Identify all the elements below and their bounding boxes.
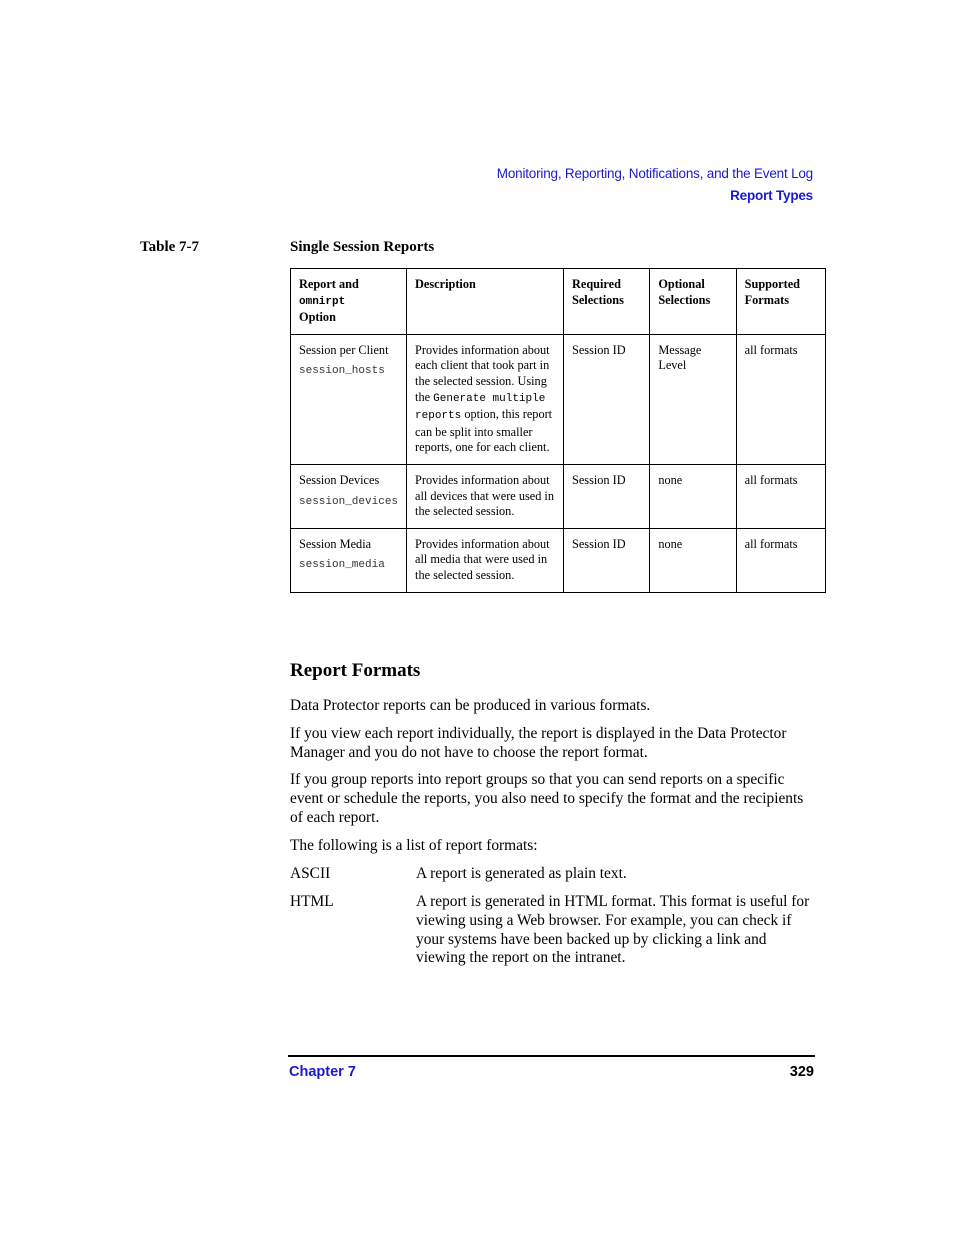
single-session-reports-table bbox=[290, 268, 826, 593]
header-report-option bbox=[291, 269, 407, 335]
format-definition: A report is generated in HTML format. This format is useful for viewing using a Web browser. For example, you can check if your systems have been backed up by clicking a link and viewing the report on the intranet. bbox=[416, 893, 810, 967]
running-header-section: Report Types bbox=[730, 188, 813, 203]
footer-chapter: Chapter 7 bbox=[289, 1064, 356, 1080]
omnirpt-option: session_hosts bbox=[299, 365, 385, 378]
header-option-line2: omnirpt bbox=[299, 295, 346, 308]
description-code: Generate multiple reports bbox=[415, 392, 546, 423]
cell-required: Session ID bbox=[563, 528, 649, 592]
cell-optional: none bbox=[650, 464, 736, 528]
cell-optional: none bbox=[650, 528, 736, 592]
header-required-line2: Selections bbox=[571, 292, 624, 307]
format-term: ASCII bbox=[290, 865, 331, 882]
cell-description: Provides information about all devices that were used in the selected session. bbox=[407, 464, 564, 528]
header-required-selections bbox=[563, 269, 649, 335]
table-title: Single Session Reports bbox=[290, 239, 435, 255]
omnirpt-option: session_devices bbox=[299, 495, 399, 508]
header-optional-selections bbox=[650, 269, 736, 335]
table-row bbox=[291, 528, 826, 592]
cell-description bbox=[407, 334, 564, 464]
table-row bbox=[291, 464, 826, 528]
header-supported-line2: Formats bbox=[744, 292, 790, 307]
header-supported-line1: Supported bbox=[744, 277, 800, 291]
section-heading: Report Formats bbox=[290, 660, 421, 681]
omnirpt-option: session_media bbox=[299, 559, 385, 572]
paragraph: If you view each report individually, the report is displayed in the Data Protector Manager and you do not have to choose the report format. bbox=[290, 725, 787, 761]
format-definition: A report is generated as plain text. bbox=[416, 865, 627, 882]
cell-report bbox=[291, 464, 407, 528]
header-description: Description bbox=[407, 269, 564, 335]
cell-report bbox=[291, 528, 407, 592]
footer-page-number: 329 bbox=[789, 1064, 814, 1080]
footer-rule bbox=[288, 1055, 815, 1057]
paragraph: Data Protector reports can be produced in various formats. bbox=[290, 697, 651, 714]
header-required-line1: Required bbox=[571, 277, 621, 291]
cell-formats: all formats bbox=[736, 464, 825, 528]
description-text: Provides information about each client that took part in the selected session. Using the bbox=[415, 342, 550, 404]
cell-formats: all formats bbox=[736, 334, 825, 464]
header-option-line1: Report and bbox=[299, 277, 359, 291]
cell-optional: Message Level bbox=[650, 334, 736, 464]
cell-required: Session ID bbox=[563, 464, 649, 528]
report-name: Session Devices bbox=[299, 472, 380, 487]
header-optional-line2: Selections bbox=[658, 292, 711, 307]
header-optional-line1: Optional bbox=[658, 277, 705, 291]
cell-required: Session ID bbox=[563, 334, 649, 464]
report-name: Session Media bbox=[299, 536, 372, 551]
paragraph: The following is a list of report formats: bbox=[290, 837, 538, 854]
table-row bbox=[291, 334, 826, 464]
header-supported-formats bbox=[736, 269, 825, 335]
report-name: Session per Client bbox=[299, 342, 389, 357]
description-text-cont: option, this report can be split into smaller reports, one for each client. bbox=[415, 407, 553, 455]
table-header-row bbox=[291, 269, 826, 335]
format-term: HTML bbox=[290, 893, 334, 910]
paragraph: If you group reports into report groups so that you can send reports on a specific event or schedule the reports, you also need to specify the format and the recipients of each report. bbox=[290, 771, 804, 826]
cell-description: Provides information about all media that were used in the selected session. bbox=[407, 528, 564, 592]
table-label: Table 7-7 bbox=[140, 239, 200, 255]
cell-formats: all formats bbox=[736, 528, 825, 592]
running-header-chapter-title: Monitoring, Reporting, Notifications, and the Event Log bbox=[496, 166, 813, 181]
header-option-line3: Option bbox=[299, 310, 336, 325]
cell-report bbox=[291, 334, 407, 464]
